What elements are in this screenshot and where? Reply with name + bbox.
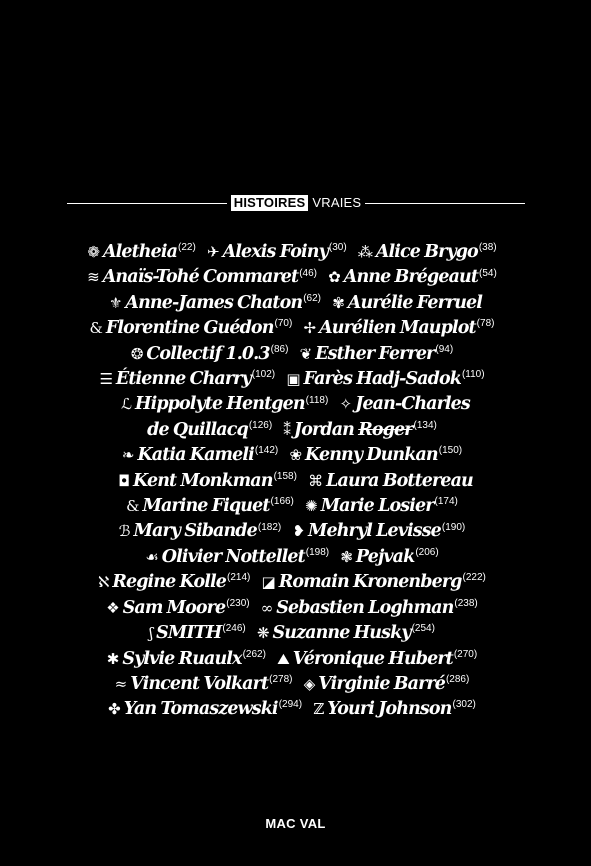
- ampersand-glyph: &: [126, 497, 140, 516]
- contributor-entry: [257, 623, 442, 643]
- contributor-name: Sebastien Loghman: [276, 597, 454, 618]
- ampersand-glyph: &: [89, 319, 103, 338]
- section-title: [231, 195, 362, 211]
- contributor-entry: [122, 445, 285, 465]
- ligature-ornament-icon: ℵ: [98, 573, 110, 592]
- contributor-name: Anne-James Chaton: [125, 292, 303, 313]
- page-number: (94): [435, 343, 454, 355]
- page-number: (214): [226, 572, 251, 584]
- contributor-entry: [121, 394, 335, 414]
- contributors-list: [40, 240, 551, 723]
- page-number: (62): [303, 292, 322, 304]
- page-number: (134): [413, 420, 437, 432]
- contributor-entry: [328, 267, 504, 287]
- contributor-entry: [109, 293, 328, 313]
- contributor-name: Véronique Hubert: [292, 648, 453, 669]
- contributor-entry: [118, 471, 304, 491]
- contributor-name: Roger: [358, 419, 413, 440]
- contributor-entry: [98, 572, 257, 592]
- contributor-name: Virginie Barré: [318, 673, 445, 694]
- contributor-entry: [339, 394, 469, 414]
- knot-ornament-icon: ✿: [328, 268, 341, 287]
- contributor-entry: [115, 674, 300, 694]
- page-number: (30): [328, 242, 347, 254]
- page-number: (110): [461, 369, 485, 381]
- asterisk-ornament-icon: ✱: [106, 649, 120, 668]
- page-number: (54): [479, 267, 497, 279]
- contributor-name: Yan Tomaszewski: [123, 699, 278, 720]
- infinity-ornament-icon: ∞: [260, 598, 274, 617]
- fleur-ornament-icon: ⚜: [108, 293, 123, 312]
- fleuron-ornament-icon: ☙: [145, 547, 159, 566]
- page-number: (118): [305, 394, 329, 406]
- contributor-name: Suzanne Husky: [272, 623, 411, 644]
- contributor-entry: [305, 496, 465, 516]
- contributor-name: Anaïs-Tohé Commaret: [102, 267, 299, 288]
- contributor-entry: [99, 369, 282, 389]
- title-boxed: HISTOIRES: [231, 195, 309, 211]
- page-number: (22): [178, 242, 196, 254]
- ripple-ornament-icon: ≈: [114, 674, 128, 693]
- contributor-entry: [277, 649, 484, 669]
- contributor-name: Anne Brégeaut: [343, 267, 479, 288]
- contributor-entry: [108, 699, 309, 719]
- contributor-entry: [131, 344, 296, 364]
- contributor-entry: [340, 547, 445, 567]
- diamond-ornament-icon: ✧: [339, 395, 353, 414]
- lines-ornament-icon: ☰: [99, 370, 113, 389]
- branch-ornament-icon: ⁑: [283, 420, 291, 439]
- curl-ornament-icon: ❧: [121, 446, 135, 465]
- contributor-name: Jordan: [293, 419, 354, 440]
- contributor-entry: [262, 572, 493, 592]
- page-number: (182): [257, 521, 282, 533]
- contributor-entry: [289, 445, 469, 465]
- footer-label: MAC VAL: [265, 816, 326, 831]
- contributor-name: Katia Kameli: [137, 445, 254, 466]
- lozenge-ornament-icon: ◈: [303, 674, 316, 693]
- page-number: (174): [434, 496, 458, 508]
- triangle-ornament-icon: ◪: [261, 573, 276, 592]
- page-number: (254): [411, 623, 435, 635]
- contributor-entry: [147, 420, 279, 440]
- contributor-entry: [292, 521, 472, 541]
- contributor-name: Youri Johnson: [327, 699, 452, 720]
- contributor-name: Aurélien Mauplot: [319, 318, 476, 339]
- contributor-name: Farès Hadj-Sadok: [303, 369, 461, 390]
- contributor-entry: [304, 318, 502, 338]
- contributor-name: Aurélie Ferruel: [347, 292, 483, 313]
- zed-ornament-icon: ℤ: [313, 700, 325, 719]
- contributor-name: Olivier Nottellet: [161, 546, 305, 567]
- contributor-name: Collectif 1.0.3: [146, 343, 270, 364]
- page-number: (230): [226, 597, 250, 609]
- mountain-ornament-icon: ⛰: [277, 649, 290, 668]
- grape-ornament-icon: ❋: [256, 624, 270, 643]
- contributor-name: Kent Monkman: [133, 470, 273, 491]
- contributor-name: Romain Kronenberg: [278, 572, 462, 593]
- page-number: (238): [454, 597, 478, 609]
- contributor-entry: [358, 420, 444, 440]
- contributor-entry: [261, 598, 485, 618]
- contributor-name: Esther Ferrer: [315, 343, 435, 364]
- page-number: (198): [305, 547, 330, 559]
- contributor-name: Mary Sibande: [133, 521, 257, 542]
- loop-ornament-icon: ⌘: [308, 471, 324, 490]
- page-number: (190): [441, 521, 466, 533]
- contributor-name: Jean-Charles: [355, 394, 470, 415]
- page-number: (86): [270, 343, 289, 355]
- sprig-ornament-icon: ✢: [303, 319, 317, 338]
- contributor-name: Marie Losier: [320, 496, 434, 517]
- contributor-entry: [126, 496, 301, 516]
- swirl-ornament-icon: ℒ: [121, 395, 132, 414]
- contributor-entry: [106, 598, 256, 618]
- section-title-row: [67, 193, 525, 213]
- contributor-entry: [207, 242, 354, 262]
- contributor-name: Hippolyte Hentgen: [134, 394, 305, 415]
- page-number: (286): [445, 674, 470, 686]
- page-number: (78): [476, 318, 495, 330]
- heart-ornament-icon: ❥: [292, 522, 306, 541]
- page-number: (270): [453, 648, 478, 660]
- contributor-name: Sylvie Ruaulx: [122, 648, 242, 669]
- page-number: (150): [438, 445, 463, 457]
- contributor-name: Alexis Foiny: [222, 242, 328, 262]
- page-number: (166): [270, 496, 294, 508]
- contributor-entry: [304, 674, 477, 694]
- contributor-name: Vincent Volkart: [130, 673, 269, 694]
- page-number: (262): [242, 648, 266, 660]
- leaf-ornament-icon: ✾: [332, 293, 345, 312]
- contributor-name: Kenny Dunkan: [305, 445, 438, 466]
- page-number: (206): [415, 547, 439, 559]
- hook-ornament-icon: ʃ: [149, 624, 154, 643]
- page-number: (246): [222, 623, 246, 635]
- page-number: (142): [254, 445, 279, 457]
- petal-ornament-icon: ❃: [340, 547, 353, 566]
- right-rule: [365, 203, 525, 204]
- rosette-ornament-icon: ❂: [130, 344, 144, 363]
- monogram-ornament-icon: ℬ: [118, 522, 131, 541]
- page-number: (302): [452, 699, 476, 711]
- contributor-entry: [308, 471, 473, 491]
- contributor-name: Regine Kolle: [112, 572, 226, 593]
- flower-ornament-icon: ❁: [87, 243, 100, 261]
- contributor-entry: [90, 318, 300, 338]
- swallow-ornament-icon: ✈: [207, 243, 220, 261]
- contributor-name: Florentine Guédon: [105, 318, 274, 339]
- contributor-entry: [87, 242, 202, 262]
- contributor-entry: [313, 699, 483, 719]
- page-number: (158): [273, 470, 297, 482]
- vine-ornament-icon: ⁂: [357, 243, 373, 261]
- wave-ornament-icon: ≋: [87, 268, 100, 287]
- page-number: (102): [251, 369, 276, 381]
- scroll-ornament-icon: ❦: [299, 344, 313, 363]
- contributor-entry: [332, 293, 482, 313]
- contributor-entry: [145, 547, 336, 567]
- contributor-name: SMITH: [156, 623, 222, 644]
- page-number: (278): [269, 674, 293, 686]
- box-ornament-icon: ◘: [118, 471, 131, 490]
- left-rule: [67, 203, 227, 204]
- page-number: (46): [299, 267, 318, 279]
- title-plain: VRAIES: [312, 195, 362, 210]
- star-ornament-icon: ✺: [305, 497, 318, 516]
- contributor-name: Mehryl Levisse: [308, 521, 441, 542]
- page-number: (126): [248, 420, 273, 432]
- contributor-name: Aletheia: [102, 242, 178, 262]
- contributor-entry: [119, 521, 289, 541]
- contributor-entry: [286, 369, 491, 389]
- page-number: (38): [478, 242, 497, 254]
- contributor-name: Marine Fiquet: [142, 496, 270, 517]
- bird-ornament-icon: ❖: [106, 598, 120, 617]
- contributor-entry: [149, 623, 253, 643]
- contributor-name: de Quillacq: [147, 419, 248, 440]
- square-ornament-icon: ▣: [286, 370, 301, 389]
- contributor-name: Alice Brygo: [375, 242, 478, 262]
- contributor-name: Laura Bottereau: [326, 470, 473, 491]
- contributor-entry: [300, 344, 461, 364]
- page-number: (70): [274, 318, 293, 330]
- contributor-entry: [107, 649, 273, 669]
- contributor-name: Étienne Charry: [115, 369, 251, 390]
- contributor-name: Pejvak: [355, 546, 415, 567]
- contributor-name: Sam Moore: [122, 597, 226, 618]
- contributor-entry: [87, 267, 324, 287]
- page-number: (222): [462, 572, 486, 584]
- page-number: (294): [278, 699, 303, 711]
- bloom-ornament-icon: ❀: [289, 446, 303, 465]
- contributor-entry: [358, 242, 504, 262]
- feather-ornament-icon: ✤: [108, 700, 121, 719]
- contributor-entry: [283, 420, 358, 440]
